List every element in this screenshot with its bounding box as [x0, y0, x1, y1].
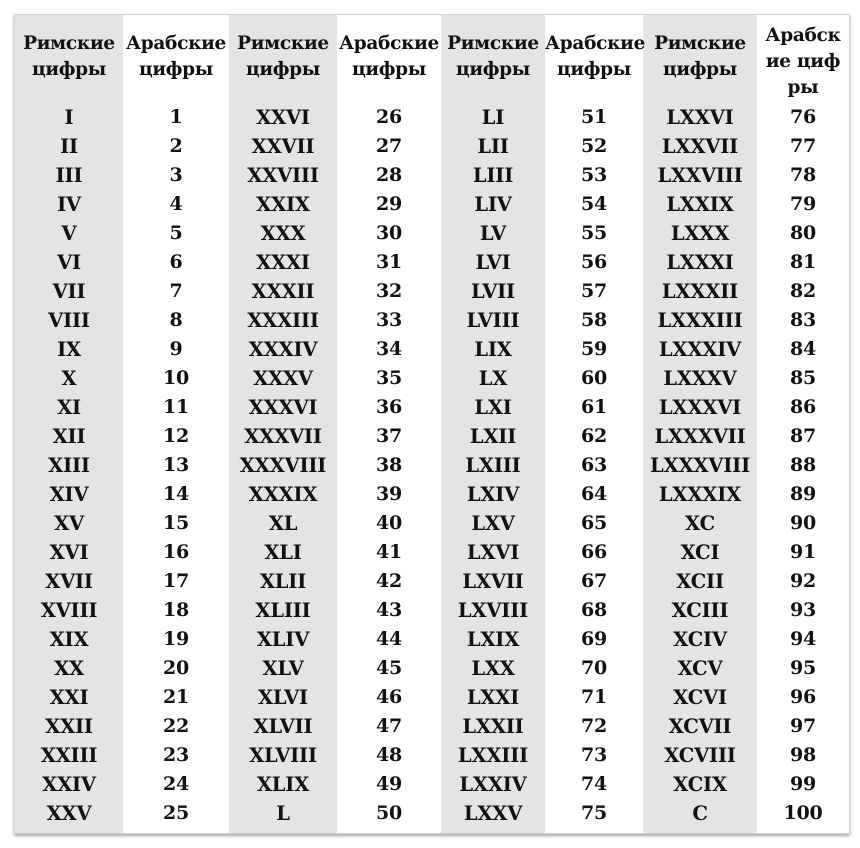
arabic-number-cell: 34	[375, 338, 403, 360]
arabic-number-cell: 95	[789, 657, 817, 679]
arabic-number-cell: 51	[580, 106, 608, 128]
arabic-column-2	[337, 15, 441, 833]
roman-numeral-cell: LXII	[469, 425, 517, 448]
roman-numeral-cell: XCVIII	[664, 744, 736, 767]
arabic-number-cell: 38	[375, 454, 403, 476]
roman-numeral-cell: LXIX	[466, 628, 520, 651]
arabic-number-cell: 78	[789, 164, 817, 186]
roman-numeral-cell: LXXVII	[661, 135, 739, 158]
arabic-number-cell: 63	[580, 454, 608, 476]
arabic-number-cell: 55	[580, 222, 608, 244]
roman-numeral-cell: III	[55, 164, 83, 187]
arabic-number-cell: 19	[162, 628, 190, 650]
arabic-number-cell: 35	[375, 367, 403, 389]
arabic-number-cell: 9	[169, 338, 183, 360]
arabic-header-2: Арабские цифры	[338, 33, 440, 80]
roman-numeral-cell: L	[276, 802, 290, 825]
roman-numeral-cell: XC	[685, 512, 715, 535]
roman-numeral-cell: LXXXIV	[658, 338, 742, 361]
roman-numeral-cell: XLIII	[255, 599, 311, 622]
arabic-number-cell: 87	[789, 425, 817, 447]
roman-numeral-cell: LX	[478, 367, 508, 390]
roman-numeral-cell: XCII	[676, 570, 724, 593]
roman-numeral-cell: XCIX	[673, 773, 727, 796]
arabic-number-cell: 24	[162, 773, 190, 795]
roman-numeral-cell: XXXIV	[248, 338, 318, 361]
roman-numeral-cell: XXXVI	[248, 396, 318, 419]
roman-numeral-cell: XXIII	[40, 744, 98, 767]
arabic-number-cell: 85	[789, 367, 817, 389]
roman-numeral-cell: LXXXII	[661, 280, 739, 303]
arabic-number-cell: 31	[375, 251, 403, 273]
roman-numeral-cell: XXXVII	[244, 425, 322, 448]
roman-numeral-cell: VII	[52, 280, 86, 303]
roman-numeral-cell: LXXVI	[666, 106, 734, 129]
arabic-number-cell: 12	[162, 425, 190, 447]
roman-numeral-cell: LXXXVIII	[650, 454, 750, 477]
roman-header-1: Римские цифры	[23, 33, 115, 80]
arabic-number-cell: 93	[789, 599, 817, 621]
roman-numeral-cell: C	[692, 802, 708, 825]
arabic-number-cell: 71	[580, 686, 608, 708]
roman-numeral-cell: I	[64, 106, 74, 129]
arabic-number-cell: 45	[375, 657, 403, 679]
arabic-number-cell: 36	[375, 396, 403, 418]
roman-numeral-cell: VIII	[48, 309, 90, 332]
arabic-header-3: Арабские цифры	[545, 33, 646, 80]
roman-numeral-cell: XI	[57, 396, 81, 419]
arabic-number-cell: 16	[162, 541, 190, 563]
roman-header-4: Римские цифры	[654, 33, 746, 80]
roman-header-3: Римские цифры	[447, 33, 539, 80]
arabic-number-cell: 77	[789, 135, 817, 157]
arabic-column-3	[545, 15, 646, 833]
roman-numeral-cell: XCI	[680, 541, 720, 564]
roman-numeral-cell: XLII	[259, 570, 307, 593]
arabic-number-cell: 14	[162, 483, 190, 505]
arabic-number-cell: 96	[789, 686, 817, 708]
roman-numeral-cell: LXV	[471, 512, 515, 535]
arabic-number-cell: 59	[580, 338, 608, 360]
roman-numeral-cell: IV	[57, 193, 81, 216]
arabic-number-cell: 47	[375, 715, 403, 737]
arabic-number-cell: 5	[169, 222, 183, 244]
roman-numeral-cell: XLVII	[253, 715, 313, 738]
roman-numeral-cell: XXVIII	[247, 164, 319, 187]
arabic-number-cell: 57	[580, 280, 608, 302]
arabic-number-cell: 58	[580, 309, 608, 331]
roman-numeral-cell: LVI	[475, 251, 511, 274]
roman-numeral-cell: LXXXI	[666, 251, 734, 274]
table-frame	[14, 14, 850, 834]
arabic-number-cell: 22	[162, 715, 190, 737]
roman-numeral-cell: LXIII	[465, 454, 521, 477]
roman-numeral-cell: XXX	[260, 222, 306, 245]
roman-numeral-cell: LI	[481, 106, 505, 129]
roman-numeral-cell: XXVII	[251, 135, 315, 158]
arabic-number-cell: 25	[162, 802, 190, 824]
roman-numeral-cell: XXI	[49, 686, 89, 709]
roman-column-1	[15, 15, 123, 833]
roman-numeral-cell: XCVII	[668, 715, 732, 738]
roman-numeral-cell: LXI	[474, 396, 512, 419]
roman-numeral-cell: LXVIII	[457, 599, 529, 622]
arabic-number-cell: 49	[375, 773, 403, 795]
arabic-number-cell: 10	[162, 367, 190, 389]
roman-numeral-cell: XL	[268, 512, 298, 535]
arabic-number-cell: 13	[162, 454, 190, 476]
roman-numeral-cell: XXVI	[256, 106, 310, 129]
arabic-number-cell: 54	[580, 193, 608, 215]
roman-numeral-cell: XCV	[677, 657, 723, 680]
arabic-number-cell: 74	[580, 773, 608, 795]
roman-numeral-cell: XIV	[49, 483, 89, 506]
arabic-number-cell: 4	[169, 193, 183, 215]
arabic-number-cell: 67	[580, 570, 608, 592]
arabic-number-cell: 98	[789, 744, 817, 766]
roman-numeral-cell: LXXX	[670, 222, 730, 245]
roman-numeral-cell: LXIV	[466, 483, 520, 506]
roman-numeral-cell: LVIII	[466, 309, 520, 332]
arabic-number-cell: 23	[162, 744, 190, 766]
arabic-number-cell: 30	[375, 222, 403, 244]
arabic-number-cell: 15	[162, 512, 190, 534]
arabic-number-cell: 44	[375, 628, 403, 650]
roman-numeral-cell: XXXVIII	[239, 454, 327, 477]
arabic-number-cell: 80	[789, 222, 817, 244]
roman-column-3	[441, 15, 545, 833]
roman-numeral-cell: XIII	[48, 454, 90, 477]
arabic-number-cell: 42	[375, 570, 403, 592]
arabic-number-cell: 92	[789, 570, 817, 592]
roman-numeral-cell: LV	[479, 222, 507, 245]
arabic-number-cell: 6	[169, 251, 183, 273]
roman-numeral-cell: XXXV	[253, 367, 313, 390]
roman-numeral-cell: XV	[54, 512, 84, 535]
arabic-number-cell: 8	[169, 309, 183, 331]
arabic-number-cell: 64	[580, 483, 608, 505]
arabic-number-cell: 83	[789, 309, 817, 331]
arabic-number-cell: 29	[375, 193, 403, 215]
roman-numeral-cell: XVIII	[40, 599, 98, 622]
roman-numeral-cell: LVII	[471, 280, 515, 303]
roman-numeral-cell: LXXIV	[459, 773, 527, 796]
arabic-number-cell: 68	[580, 599, 608, 621]
roman-numeral-cell: XLVI	[258, 686, 308, 709]
roman-numeral-cell: LXXXVI	[658, 396, 742, 419]
arabic-number-cell: 60	[580, 367, 608, 389]
roman-numeral-cell: XIX	[49, 628, 89, 651]
roman-header-2: Римские цифры	[237, 33, 329, 80]
arabic-number-cell: 43	[375, 599, 403, 621]
roman-numeral-cell: XXIV	[42, 773, 96, 796]
roman-numeral-cell: XCIV	[673, 628, 727, 651]
arabic-number-cell: 28	[375, 164, 403, 186]
roman-numeral-cell: XLVIII	[249, 744, 317, 767]
roman-numeral-cell: LXXXIX	[658, 483, 742, 506]
arabic-number-cell: 79	[789, 193, 817, 215]
roman-numeral-cell: LXXI	[466, 686, 520, 709]
arabic-number-cell: 27	[375, 135, 403, 157]
arabic-number-cell: 97	[789, 715, 817, 737]
roman-numeral-cell: LXXXIII	[657, 309, 743, 332]
arabic-number-cell: 82	[789, 280, 817, 302]
arabic-number-cell: 53	[580, 164, 608, 186]
arabic-number-cell: 18	[162, 599, 190, 621]
roman-numeral-cell: XXII	[45, 715, 93, 738]
arabic-number-cell: 3	[169, 164, 183, 186]
arabic-number-cell: 39	[375, 483, 403, 505]
roman-numeral-cell: XLIX	[256, 773, 310, 796]
arabic-number-cell: 26	[375, 106, 403, 128]
arabic-number-cell: 20	[162, 657, 190, 679]
arabic-number-cell: 7	[169, 280, 183, 302]
roman-numeral-cell: LXVI	[466, 541, 520, 564]
arabic-number-cell: 56	[580, 251, 608, 273]
arabic-number-cell: 62	[580, 425, 608, 447]
arabic-number-cell: 72	[580, 715, 608, 737]
roman-column-4	[643, 15, 757, 833]
arabic-number-cell: 89	[789, 483, 817, 505]
arabic-number-cell: 1	[169, 106, 183, 128]
roman-numeral-cell: LXXIX	[666, 193, 734, 216]
roman-numeral-cell: LXXV	[463, 802, 523, 825]
arabic-column-1	[123, 15, 229, 833]
roman-numeral-cell: LIV	[474, 193, 512, 216]
arabic-number-cell: 21	[162, 686, 190, 708]
roman-numeral-cell: XXIX	[256, 193, 310, 216]
arabic-number-cell: 40	[375, 512, 403, 534]
roman-numeral-cell: XXXIX	[248, 483, 318, 506]
roman-numeral-cell: LXXXV	[663, 367, 737, 390]
arabic-number-cell: 94	[789, 628, 817, 650]
arabic-number-cell: 100	[783, 802, 823, 824]
roman-numeral-cell: XLV	[262, 657, 304, 680]
arabic-number-cell: 66	[580, 541, 608, 563]
arabic-number-cell: 91	[789, 541, 817, 563]
arabic-number-cell: 75	[580, 802, 608, 824]
arabic-number-cell: 46	[375, 686, 403, 708]
arabic-number-cell: 90	[789, 512, 817, 534]
arabic-number-cell: 70	[580, 657, 608, 679]
roman-numeral-cell: LXXXVII	[654, 425, 746, 448]
arabic-number-cell: 52	[580, 135, 608, 157]
roman-numeral-cell: II	[60, 135, 78, 158]
roman-numeral-cell: X	[61, 367, 77, 390]
roman-numeral-cell: IX	[57, 338, 81, 361]
roman-numeral-cell: LXXII	[462, 715, 524, 738]
roman-numeral-cell: LXXIII	[457, 744, 529, 767]
arabic-number-cell: 41	[375, 541, 403, 563]
arabic-number-cell: 88	[789, 454, 817, 476]
roman-numeral-cell: XII	[52, 425, 86, 448]
arabic-number-cell: 81	[789, 251, 817, 273]
arabic-number-cell: 86	[789, 396, 817, 418]
roman-numeral-cell: LXVII	[462, 570, 524, 593]
arabic-header-1: Арабские цифры	[125, 33, 227, 80]
arabic-number-cell: 11	[162, 396, 190, 418]
roman-numeral-cell: LXXVIII	[657, 164, 743, 187]
arabic-number-cell: 73	[580, 744, 608, 766]
roman-numeral-cell: LXX	[471, 657, 515, 680]
roman-numeral-cell: XXXII	[251, 280, 315, 303]
arabic-number-cell: 76	[789, 106, 817, 128]
roman-numeral-cell: XLIV	[256, 628, 310, 651]
arabic-number-cell: 32	[375, 280, 403, 302]
roman-numeral-cell: LIX	[474, 338, 512, 361]
roman-numeral-cell: VI	[57, 251, 81, 274]
arabic-number-cell: 99	[789, 773, 817, 795]
roman-numeral-cell: XVI	[49, 541, 89, 564]
arabic-header-4: Арабские цифры	[765, 25, 841, 98]
arabic-number-cell: 48	[375, 744, 403, 766]
arabic-number-cell: 50	[375, 802, 403, 824]
arabic-number-cell: 69	[580, 628, 608, 650]
roman-numeral-cell: XXXI	[256, 251, 310, 274]
arabic-number-cell: 61	[580, 396, 608, 418]
arabic-number-cell: 65	[580, 512, 608, 534]
roman-numeral-cell: XCVI	[673, 686, 727, 709]
arabic-number-cell: 2	[169, 135, 183, 157]
roman-numeral-cell: XVII	[45, 570, 93, 593]
roman-numeral-cell: LII	[477, 135, 509, 158]
arabic-column-4	[757, 15, 849, 833]
roman-numeral-cell: XXXIII	[247, 309, 319, 332]
roman-numeral-cell: XX	[54, 657, 84, 680]
arabic-number-cell: 37	[375, 425, 403, 447]
roman-numeral-cell: LIII	[472, 164, 514, 187]
roman-numeral-cell: XCIII	[671, 599, 729, 622]
arabic-number-cell: 33	[375, 309, 403, 331]
roman-numeral-cell: XLI	[264, 541, 302, 564]
roman-numeral-cell: XXV	[46, 802, 92, 825]
arabic-number-cell: 17	[162, 570, 190, 592]
arabic-number-cell: 84	[789, 338, 817, 360]
roman-numeral-cell: V	[61, 222, 77, 245]
roman-column-2	[229, 15, 337, 833]
roman-numerals-table	[15, 15, 849, 833]
